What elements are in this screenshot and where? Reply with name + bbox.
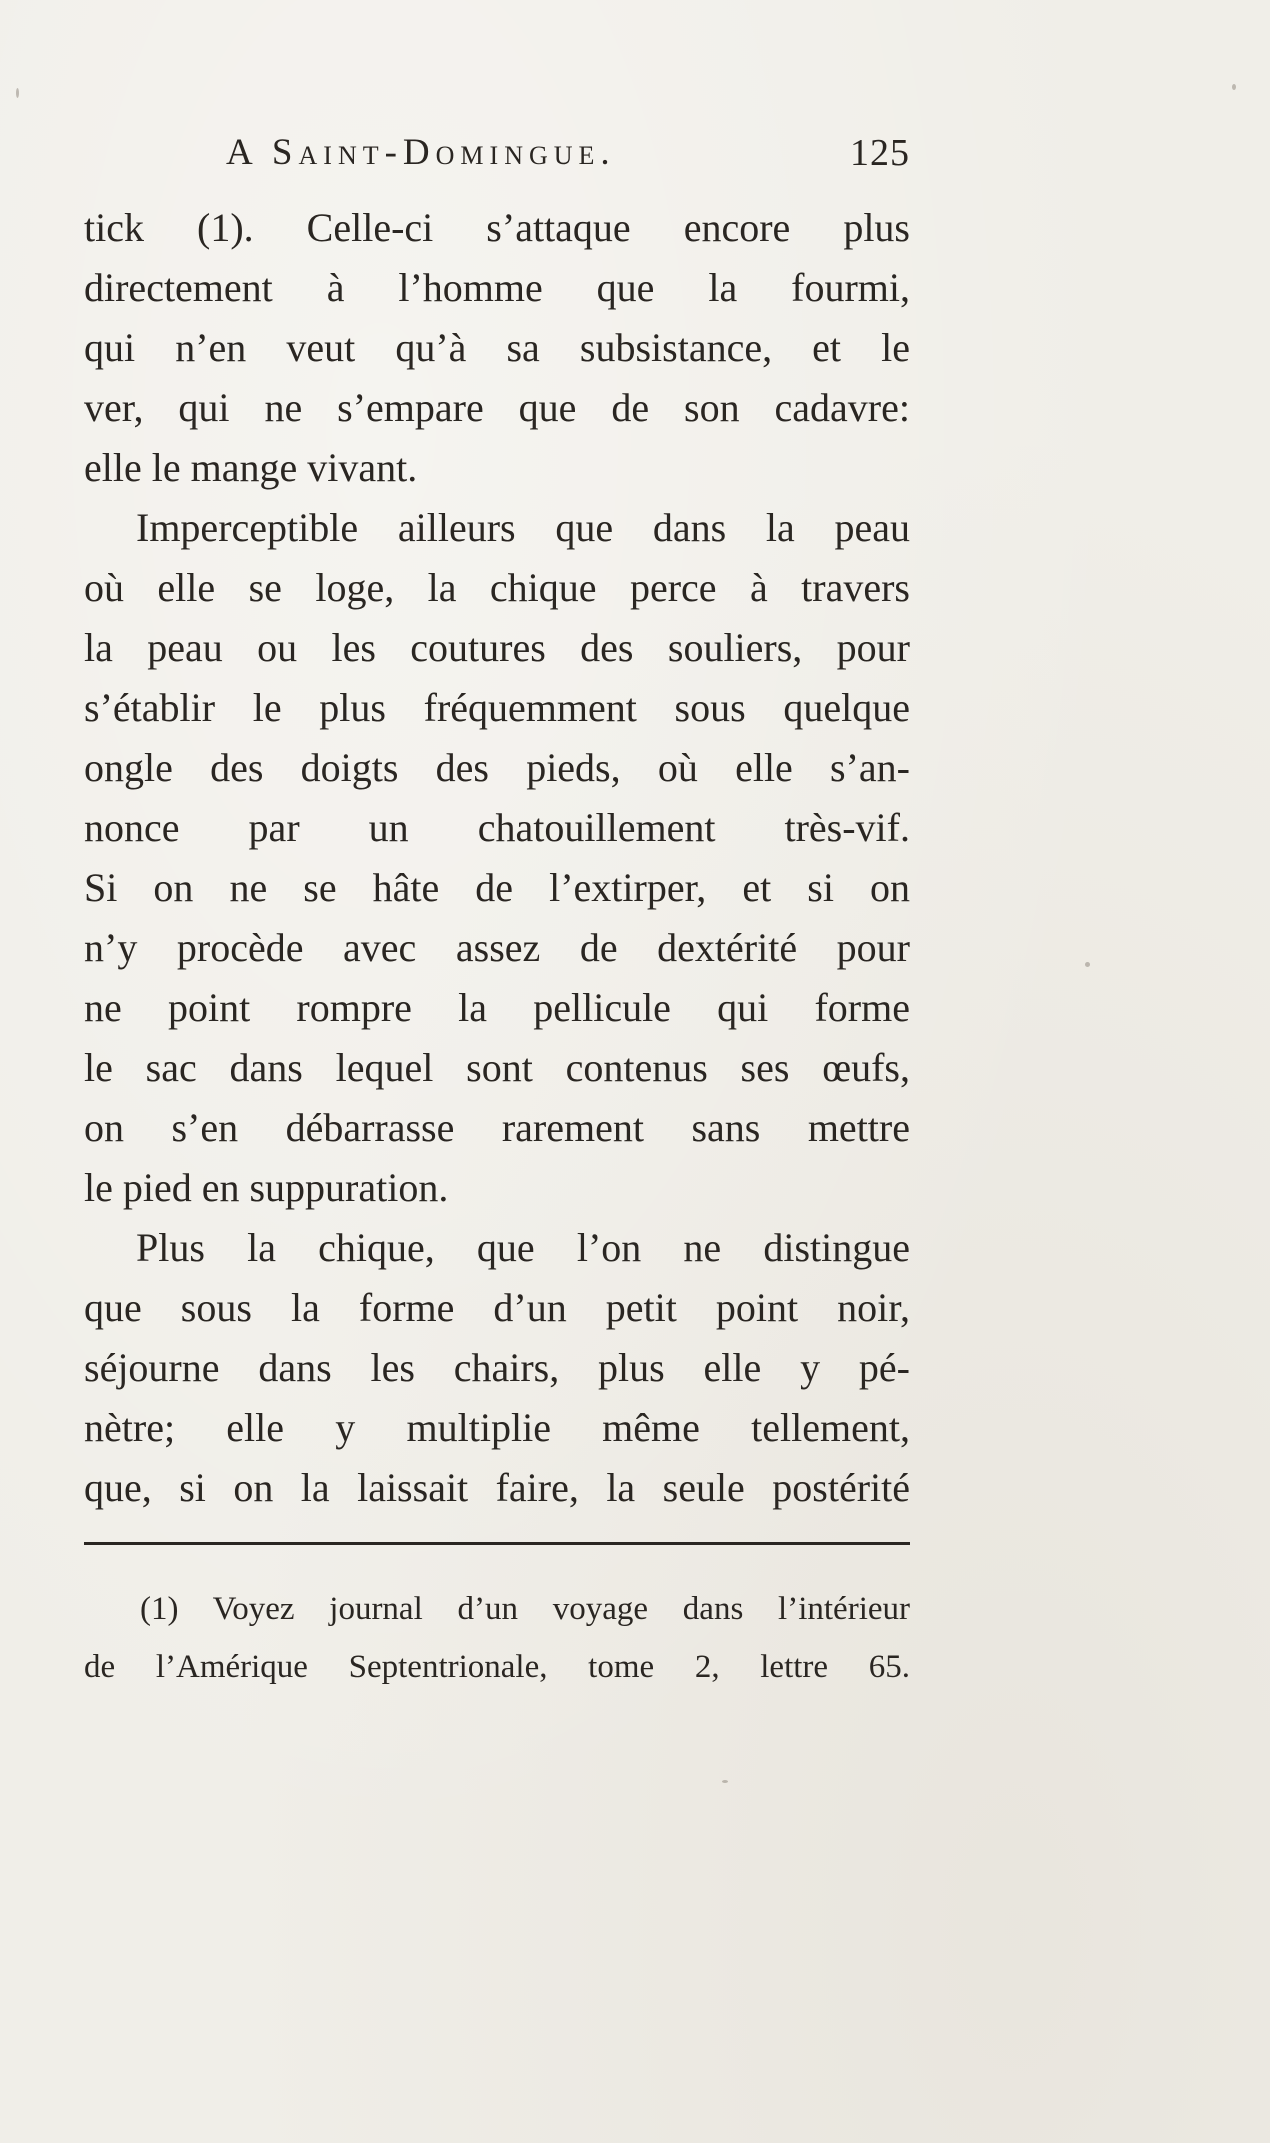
text-line: Plus la chique, que l’on ne distingue xyxy=(136,1225,910,1270)
paper-speck xyxy=(1232,84,1236,90)
text-line: Imperceptible ailleurs que dans la peau xyxy=(136,505,910,550)
text-line: que sous la forme d’un petit point noir, xyxy=(84,1285,910,1330)
text-line: elle le mange vivant. xyxy=(84,445,418,490)
text-line: Si on ne se hâte de l’extirper, et si on xyxy=(84,865,910,910)
text-line: ver, qui ne s’empare que de son cadavre: xyxy=(84,385,910,430)
footnote-line: (1) Voyez journal d’un voyage dans l’intérieur xyxy=(140,1591,910,1627)
text-line: séjourne dans les chairs, plus elle y pé- xyxy=(84,1345,910,1390)
text-line: qui n’en veut qu’à sa subsistance, et le xyxy=(84,325,910,370)
text-line: ne point rompre la pellicule qui forme xyxy=(84,985,910,1030)
text-line: la peau ou les coutures des souliers, pour xyxy=(84,625,910,670)
text-line: directement à l’homme que la fourmi, xyxy=(84,265,910,310)
text-line: nonce par un chatouillement très-vif. xyxy=(84,805,910,850)
running-head xyxy=(84,128,910,178)
footnote-rule xyxy=(84,1542,910,1545)
footnote-line: de l’Amérique Septentrionale, tome 2, lettre 65. xyxy=(84,1649,910,1685)
paper-speck xyxy=(722,1780,728,1783)
text-line: on s’en débarrasse rarement sans mettre xyxy=(84,1105,910,1150)
text-line: le sac dans lequel sont contenus ses œufs, xyxy=(84,1045,910,1090)
paper-speck xyxy=(1085,962,1090,967)
paper-speck xyxy=(16,88,19,98)
text-line: où elle se loge, la chique perce à travers xyxy=(84,565,910,610)
running-title: A Saint-Domingue. xyxy=(226,132,616,173)
text-line: n’y procède avec assez de dextérité pour xyxy=(84,925,910,970)
text-line: le pied en suppuration. xyxy=(84,1165,449,1210)
text-line: ongle des doigts des pieds, où elle s’an- xyxy=(84,745,910,790)
footnotes xyxy=(84,1580,910,1696)
body-text xyxy=(84,198,910,1518)
text-line: tick (1). Celle-ci s’attaque encore plus xyxy=(84,205,910,250)
text-line: s’établir le plus fréquemment sous quelque xyxy=(84,685,910,730)
text-line: que, si on la laissait faire, la seule postérité xyxy=(84,1465,910,1510)
text-line: nètre; elle y multiplie même tellement, xyxy=(84,1405,910,1450)
page-number: 125 xyxy=(850,132,910,174)
